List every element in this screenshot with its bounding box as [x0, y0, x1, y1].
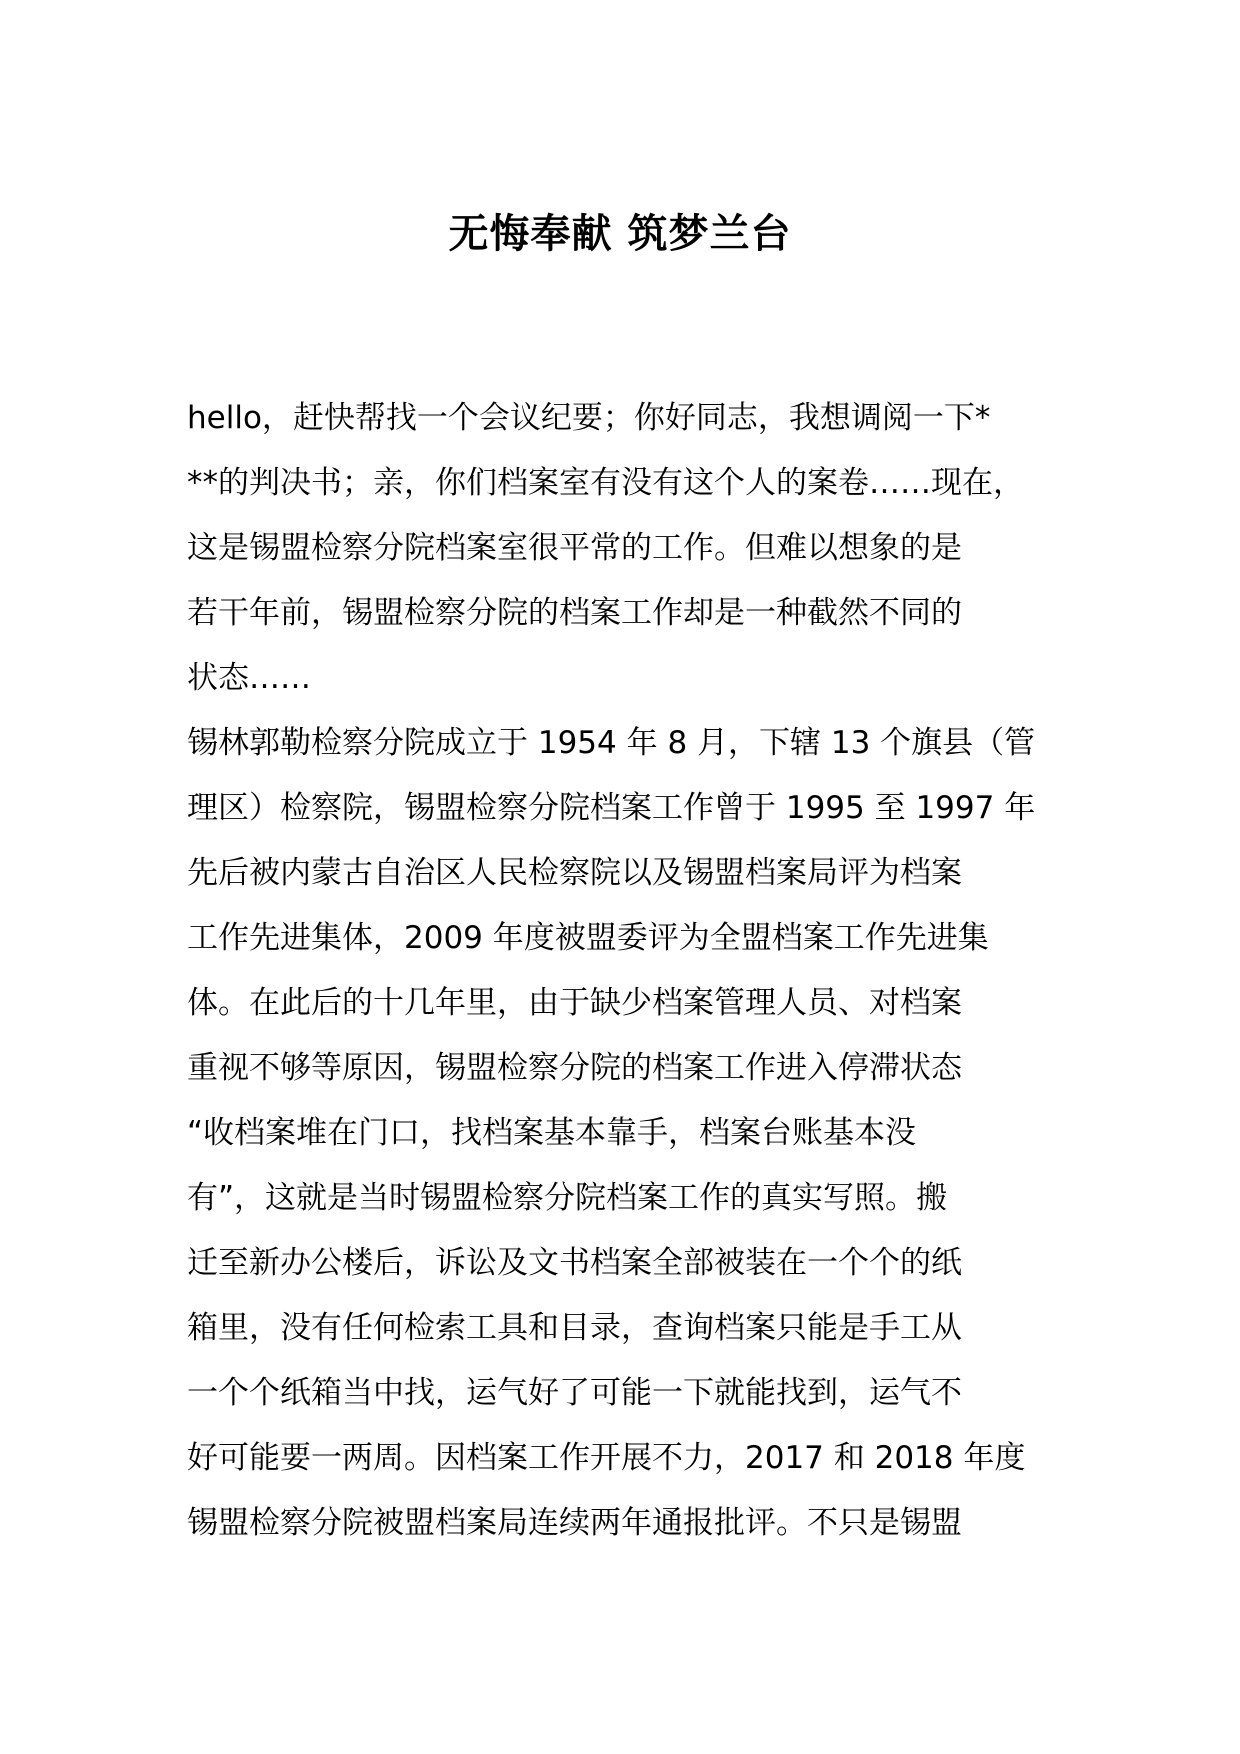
body-line: 工作先进集体，2009 年度被盟委评为全盟档案工作先进集	[187, 920, 989, 956]
body-line: hello，赶快帮找一个会议纪要；你好同志，我想调阅一下*	[187, 400, 991, 436]
body-line: 箱里，没有任何检索工具和目录，查询档案只能是手工从	[187, 1310, 962, 1346]
body-line: 好可能要一两周。因档案工作开展不力，2017 和 2018 年度	[187, 1440, 1026, 1476]
body-line: 体。在此后的十几年里，由于缺少档案管理人员、对档案	[187, 985, 962, 1021]
body-line: 状态……	[187, 660, 311, 696]
body-line: “收档案堆在门口，找档案基本靠手，档案台账基本没	[187, 1115, 917, 1151]
body-line: 锡林郭勒检察分院成立于 1954 年 8 月，下辖 13 个旗县（管	[187, 725, 1036, 761]
body-line: 理区）检察院，锡盟检察分院档案工作曾于 1995 至 1997 年	[187, 790, 1036, 826]
body-line: 先后被内蒙古自治区人民检察院以及锡盟档案局评为档案	[187, 855, 962, 891]
body-line: 迁至新办公楼后，诉讼及文书档案全部被装在一个个的纸	[187, 1245, 962, 1281]
body-line: 这是锡盟检察分院档案室很平常的工作。但难以想象的是	[187, 530, 962, 566]
body-line: 重视不够等原因，锡盟检察分院的档案工作进入停滞状态	[187, 1050, 962, 1086]
body-line: **的判决书；亲，你们档案室有没有这个人的案卷……现在，	[187, 465, 1024, 501]
body-line: 若干年前，锡盟检察分院的档案工作却是一种截然不同的	[187, 595, 962, 631]
document-title: 无悔奉献 筑梦兰台	[448, 211, 792, 257]
body-line: 锡盟检察分院被盟档案局连续两年通报批评。不只是锡盟	[187, 1505, 962, 1541]
body-line: 一个个纸箱当中找，运气好了可能一下就能找到，运气不	[187, 1375, 962, 1411]
body-line: 有”，这就是当时锡盟检察分院档案工作的真实写照。搬	[187, 1180, 948, 1216]
